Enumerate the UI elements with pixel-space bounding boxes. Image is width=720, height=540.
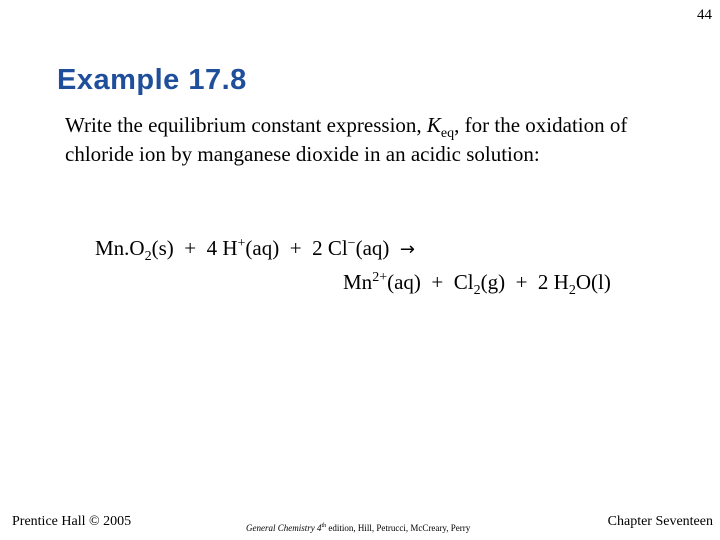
eq-text: O(l) [575,270,611,294]
eq-text: Mn [343,270,373,294]
statement-part-2: , for the oxidation of chloride ion by manganese dioxide in an acidic solution: [65,113,628,166]
slide-title: Example 17.8 [57,64,247,96]
eq-text: (aq) [355,236,400,260]
equation-products [343,270,611,299]
eq-subscript: 2 [144,249,152,265]
k-subscript: eq [440,126,455,142]
eq-subscript: 2 [473,283,481,299]
footer-publisher: Prentice Hall © 2005 [12,514,132,529]
eq-subscript: 2 [568,283,576,299]
edition-superscript: th [321,523,327,529]
page-number: 44 [697,7,712,23]
eq-text: (aq) + Cl [387,270,474,294]
problem-statement [65,111,665,169]
footer-chapter: Chapter Seventeen [607,514,713,529]
eq-text: Mn.O [95,236,145,260]
book-title: General Chemistry 4 [246,523,322,533]
reaction-arrow-icon: → [399,239,415,260]
eq-superscript: 2+ [372,270,388,285]
book-authors: edition, Hill, Petrucci, McCreary, Perry [326,523,471,533]
eq-text: (s) + 4 H [151,236,238,260]
eq-text: (g) + 2 H [480,270,569,294]
footer-book-credit [246,523,470,533]
statement-part-1: Write the equilibrium constant expression, [65,113,427,137]
eq-text: (aq) + 2 Cl [245,236,348,260]
k-symbol: K [426,113,441,137]
eq-superscript: + [237,236,246,251]
eq-superscript: − [347,236,356,251]
equation-reactants [95,236,415,265]
